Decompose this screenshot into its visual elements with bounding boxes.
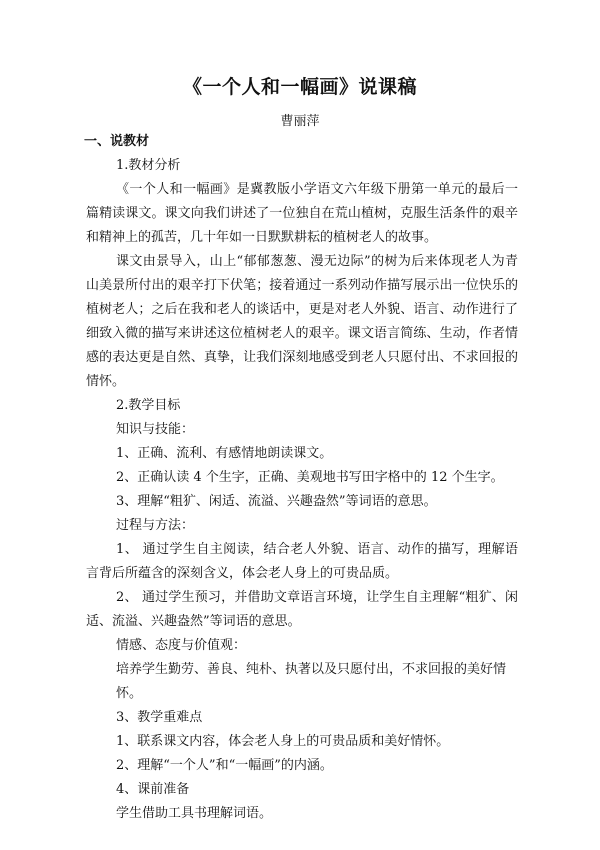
list-item: 3、理解“粗犷、闲适、流溢、兴趣盎然”等词语的意思。 xyxy=(116,494,437,509)
subheading-preparation: 4、课前准备 xyxy=(116,782,190,797)
list-item: 2、理解“一个人”和“一幅画”的内涵。 xyxy=(116,758,333,773)
heading-knowledge-skills: 知识与技能： xyxy=(116,422,195,437)
paragraph-emotion: 培养学生勤劳、善良、纯朴、执著以及只愿付出，不求回报的美好情怀。 xyxy=(116,662,507,701)
list-item: 1、正确、流利、有感情地朗读课文。 xyxy=(116,446,333,461)
document-title: 《一个人和一幅画》说课稿 xyxy=(182,76,417,98)
section-heading-teaching-material: 一、说教材 xyxy=(84,134,150,149)
heading-emotion-values: 情感、态度与价值观： xyxy=(116,638,247,653)
list-item: 1、 通过学生自主阅读，结合老人外貌、语言、动作的描写，理解语言背后所蕴含的深刻含义，体会老人身上的可贵品质。 xyxy=(86,542,518,581)
paragraph-analysis-1: 《一个人和一幅画》是冀教版小学语文六年级下册第一单元的最后一篇精读课文。课文向我们讲述了一位独自在荒山植树，克服生活条件的艰辛和精神上的孤苦，几十年如一日默默耕耘的植树老人的故事。 xyxy=(86,182,518,245)
document-body xyxy=(86,130,518,826)
list-item: 2、正确认读 4 个生字，正确、美观地书写田字格中的 12 个生字。 xyxy=(116,470,504,485)
author-name: 曹丽萍 xyxy=(280,114,320,129)
paragraph-analysis-2: 课文由景导入，山上“郁郁葱葱、漫无边际”的树为后来体现老人为青山美景所付出的艰辛打下伏笔；接着通过一系列动作描写展示出一位快乐的植树老人；之后在我和老人的谈话中，更是对老人外貌、语言、动作进行了细致入微的描写来讲述这位植树老人的艰辛。课文语言简练、生动，作者情感的表达更是自然、真挚，让我们深刻地感受到老人只愿付出、不求回报的情怀。 xyxy=(86,254,518,389)
list-item: 2、 通过学生预习，并借助文章语言环境，让学生自主理解“粗犷、闲适、流溢、兴趣盎然”等词语的意思。 xyxy=(86,590,518,629)
subheading-key-difficulties: 3、教学重难点 xyxy=(116,710,203,725)
subheading-teaching-goals: 2.教学目标 xyxy=(116,398,181,413)
list-item: 1、联系课文内容，体会老人身上的可贵品质和美好情怀。 xyxy=(116,734,450,749)
paragraph-preparation: 学生借助工具书理解词语。 xyxy=(116,806,273,821)
subheading-material-analysis: 1.教材分析 xyxy=(116,158,181,173)
heading-process-methods: 过程与方法： xyxy=(116,518,195,533)
